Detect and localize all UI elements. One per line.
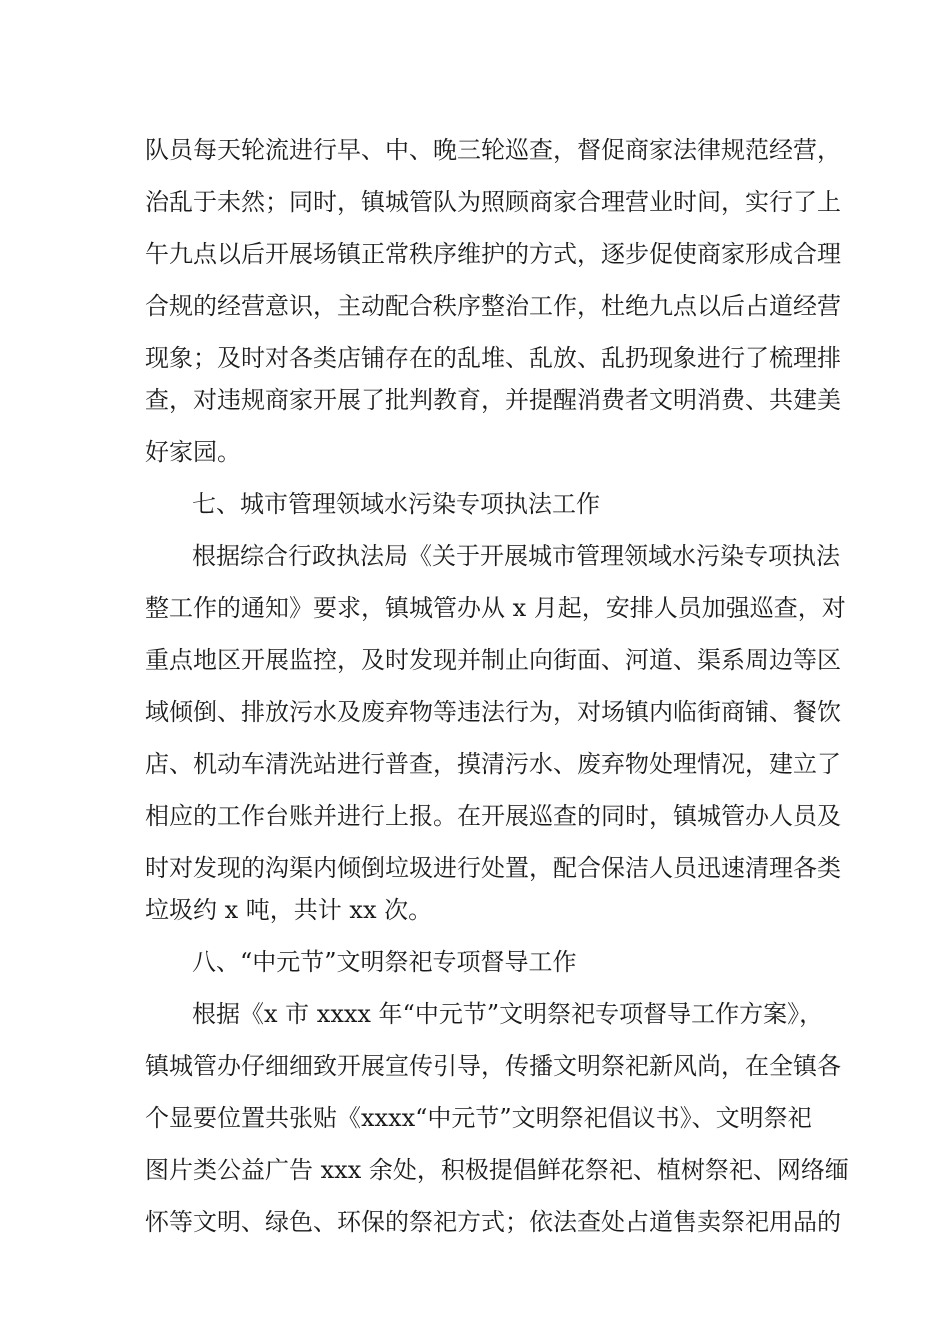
line-text: 怀等文明、绿色、环保的祭祀方式；依法查处占道售卖祭祀用品的	[145, 1208, 841, 1236]
paragraph-line	[0, 643, 950, 677]
paragraph-line	[0, 695, 950, 729]
line-text: 查，对违规商家开展了批判教育，并提醒消费者文明消费、共建美	[145, 386, 841, 414]
line-text: 镇城管办仔细细致开展宣传引导，传播文明祭祀新风尚，在全镇各	[145, 1052, 841, 1080]
line-text: 现象；及时对各类店铺存在的乱堆、乱放、乱扔现象进行了梳理排	[145, 344, 841, 372]
paragraph-line	[0, 185, 950, 219]
paragraph-line	[0, 799, 950, 833]
line-text: 店、机动车清洗站进行普查，摸清污水、废弃物处理情况，建立了	[145, 750, 841, 778]
paragraph-line	[0, 1049, 950, 1083]
line-text: 垃圾约 x 吨，共计 xx 次。	[145, 896, 433, 924]
paragraph-line	[0, 893, 950, 927]
section-heading	[0, 487, 950, 521]
paragraph-line	[0, 237, 950, 271]
paragraph-line	[0, 1205, 950, 1239]
paragraph-line	[0, 747, 950, 781]
section-heading	[0, 945, 950, 979]
line-text: 整工作的通知》要求，镇城管办从 x 月起，安排人员加强巡查，对	[145, 594, 846, 622]
paragraph-line	[0, 289, 950, 323]
paragraph-line	[0, 133, 950, 167]
paragraph-line	[0, 383, 950, 417]
line-text: 时对发现的沟渠内倾倒垃圾进行处置，配合保洁人员迅速清理各类	[145, 854, 841, 882]
heading-text: 八、“中元节”文明祭祀专项督导工作	[192, 948, 577, 976]
line-text: 好家园。	[145, 438, 241, 466]
paragraph-line	[0, 341, 950, 375]
line-text: 队员每天轮流进行早、中、晚三轮巡查，督促商家法律规范经营，	[145, 136, 841, 164]
paragraph-line	[0, 1153, 950, 1187]
line-text: 午九点以后开展场镇正常秩序维护的方式，逐步促使商家形成合理	[145, 240, 841, 268]
line-text: 图片类公益广告 xxx 余处，积极提倡鲜花祭祀、植树祭祀、网络缅	[145, 1156, 849, 1184]
paragraph-line	[0, 997, 950, 1031]
line-text: 个显要位置共张贴《xxxx“中元节”文明祭祀倡议书》、文明祭祀	[145, 1104, 812, 1132]
paragraph-line	[0, 1101, 950, 1135]
paragraph-line	[0, 539, 950, 573]
heading-text: 七、城市管理领域水污染专项执法工作	[192, 490, 600, 518]
paragraph-line	[0, 851, 950, 885]
paragraph-line	[0, 435, 950, 469]
paragraph-line	[0, 591, 950, 625]
line-text: 根据综合行政执法局《关于开展城市管理领域水污染专项执法	[192, 542, 840, 570]
line-text: 合规的经营意识，主动配合秩序整治工作，杜绝九点以后占道经营	[145, 292, 841, 320]
line-text: 治乱于未然；同时，镇城管队为照顾商家合理营业时间，实行了上	[145, 188, 841, 216]
line-text: 域倾倒、排放污水及废弃物等违法行为，对场镇内临街商铺、餐饮	[145, 698, 841, 726]
line-text: 重点地区开展监控，及时发现并制止向街面、河道、渠系周边等区	[145, 646, 841, 674]
line-text: 根据《x 市 xxxx 年“中元节”文明祭祀专项督导工作方案》，	[192, 1000, 824, 1028]
line-text: 相应的工作台账并进行上报。在开展巡查的同时，镇城管办人员及	[145, 802, 841, 830]
